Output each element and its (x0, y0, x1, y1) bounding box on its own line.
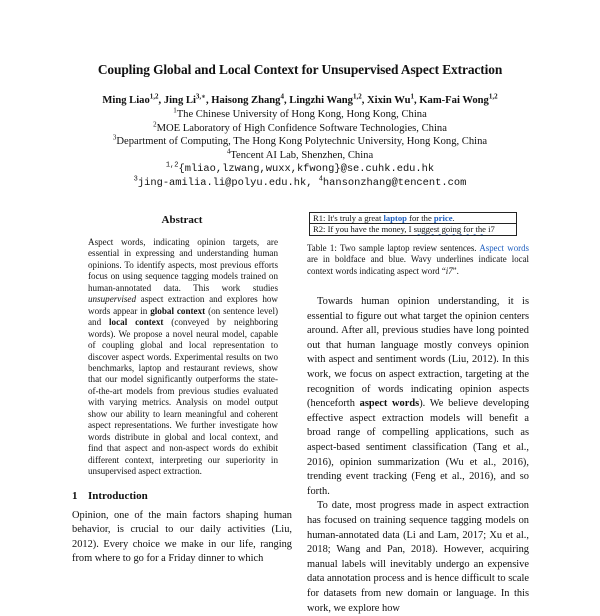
affiliation-text: The Chinese University of Hong Kong, Hong Kong, China (176, 108, 427, 120)
paper-title: Coupling Global and Local Context for Unsupervised Aspect Extraction (97, 62, 503, 77)
affiliation-text: Department of Computing, The Hong Kong Polytechnic University, Hong Kong, China (116, 136, 488, 148)
author-affiliation-sup: 1,2 (488, 92, 498, 101)
affiliation (0, 135, 600, 149)
email-address: jing-amilia.li@polyu.edu.hk, (137, 176, 319, 189)
abstract-bold: global context (150, 305, 206, 316)
caption-text: are in boldface and blue. Wavy underlines indicate local context words indicating aspect word “ (307, 254, 529, 276)
table-cell-text: R1: It's truly a great (313, 213, 384, 223)
affiliation-sup: 2 (153, 120, 157, 129)
affiliation-sup: 4 (226, 147, 231, 156)
abstract-italic: unsupervised (88, 294, 136, 305)
abstract-span: (on sentence level) and (88, 305, 278, 328)
abstract-span: (conveyed by neighboring words). We propose a novel neural model, capable of coupling global and local representation to discover aspect words. Experimental results on two benchmarks, laptop and restaurant reviews, show that our model significantly outperforms the state-of-the-art models from previous studies evaluated with varying metrics. Analysis on model output show our ability to learn meaningful and coherent aspect representations. We further investigate how words distribute in global and local context, and find that aspect and non-aspect words do exhibit different context, interpreting our superiority in unsupervised aspect extraction. (88, 317, 278, 477)
right-column (307, 212, 529, 616)
abstract-span: Aspect words, indicating opinion targets, are essential in expressing and understanding human opinions. To identify aspects, most previous efforts focus on using sequence tagging models trained on human-annotated data. This work studies (88, 237, 278, 293)
table-cell-text: R2: If you have the money, I (313, 224, 414, 235)
table-row (310, 223, 516, 234)
author-affiliation-sup: 4 (280, 92, 284, 101)
affiliation (0, 149, 600, 163)
abstract-heading: Abstract (161, 214, 203, 226)
abstract-bold: local context (109, 317, 164, 328)
table-cell-text: for the (406, 213, 434, 223)
paragraph-bold: aspect words (359, 398, 420, 410)
section-number: 1 (72, 489, 78, 502)
paragraph-text: ). We believe developing effective aspect extraction models will benefit a broad range of compelling applications, such as aspect-based sentiment classification (Tang et al., 2016), opinion summarization (Wu et al., 2016), trending event tracking (Feng et al., 2016), and so forth. (307, 398, 530, 497)
author-affiliation-sup: 3,∗ (195, 92, 206, 101)
affiliation-text: MOE Laboratory of High Confidence Software Technologies, China (156, 122, 447, 134)
intro-paragraph: Opinion, one of the main factors shaping human behavior, is crucial to our daily activities (Liu, 2012). Every choice we make in our life, ranging from where to go for a Friday dinner to which (72, 509, 292, 565)
table-cell-text: i7 (485, 224, 495, 235)
paragraph-text: Towards human opinion understanding, it is essential to figure out what target the opinion centers around. After all, previous studies have long pointed out that human language mostly conveys opinion with aspect and sentiment words (Liu, 2012). In this work, we focus on aspect extraction, targeting at the recognition of words indicating opinion aspects (henceforth (307, 296, 529, 410)
table-1-caption (307, 243, 529, 277)
email-sup: 3 (133, 175, 138, 184)
caption-text: ”. (452, 265, 459, 276)
body-paragraph (307, 295, 529, 499)
author-name: Xixin Wu (367, 95, 411, 106)
aspect-word: laptop (383, 213, 407, 223)
abstract-span: aspect extraction and explores how words appear in (88, 294, 278, 316)
author-affiliation-sup: 1,2 (149, 92, 159, 101)
table-row (310, 213, 516, 223)
email-address: {mliao,lzwang,wuxx,kfwong}@se.cuhk.edu.hk (178, 162, 435, 175)
body-paragraph: To date, most progress made in aspect extraction has focused on training sequence tagging models on human-annotated data (Li and Lam, 2017; Xu et al., 2018; Wang and Pan, 2018). However, acquiring manual labels will inevitably undergo an expensive data annotation process and is hence difficult to scale for datasets from new domain or language. In this work, we explore how (307, 500, 529, 614)
affiliation-text: Tencent AI Lab, Shenzhen, China (230, 150, 374, 162)
caption-text: Table 1: Two sample laptop review sentences. (307, 242, 480, 253)
affiliation (0, 108, 600, 122)
caption-blue-text: Aspect words (479, 242, 529, 253)
table-1 (309, 212, 517, 236)
affiliation-list (0, 108, 600, 163)
email-line (0, 163, 600, 177)
left-column (72, 214, 292, 567)
intro-continued (307, 295, 529, 616)
author-affiliation-sup: 1,2 (352, 92, 362, 101)
email-sup: 1,2 (165, 161, 179, 170)
author-list: Ming Liao$^{1,2}$, Jing $Li^{3,∗}$, Haisong Zhang$^4$, Lingzhi Wang$^{1,2}$, Xixin Wu$^1$, Kam-Fai Wong$^{1,2}$ (102, 92, 498, 106)
section-heading-introduction (72, 490, 292, 502)
author-block (0, 94, 600, 191)
affiliation (0, 122, 600, 136)
affiliation-sup: 1 (173, 106, 177, 115)
author-name: Lingzhi Wang (289, 95, 353, 106)
caption-italic: i7 (445, 265, 453, 276)
abstract-text (88, 237, 278, 478)
email-line (0, 177, 600, 191)
email-address: hansonzhang@tencent.com (322, 176, 467, 189)
table-cell-text: . (452, 213, 455, 223)
author-name: Jing Li (163, 95, 196, 106)
author-name: Ming Liao (102, 95, 150, 106)
author-name: Kam-Fai Wong (419, 95, 489, 106)
section-title: Introduction (88, 489, 148, 502)
author-affiliation-sup: 1 (410, 92, 414, 101)
aspect-word: price (433, 213, 453, 223)
local-context-words: suggest going for the (413, 224, 486, 235)
author-name: Haisong Zhang (211, 95, 281, 106)
email-sup: 4 (318, 175, 323, 184)
affiliation-sup: 3 (112, 133, 117, 142)
